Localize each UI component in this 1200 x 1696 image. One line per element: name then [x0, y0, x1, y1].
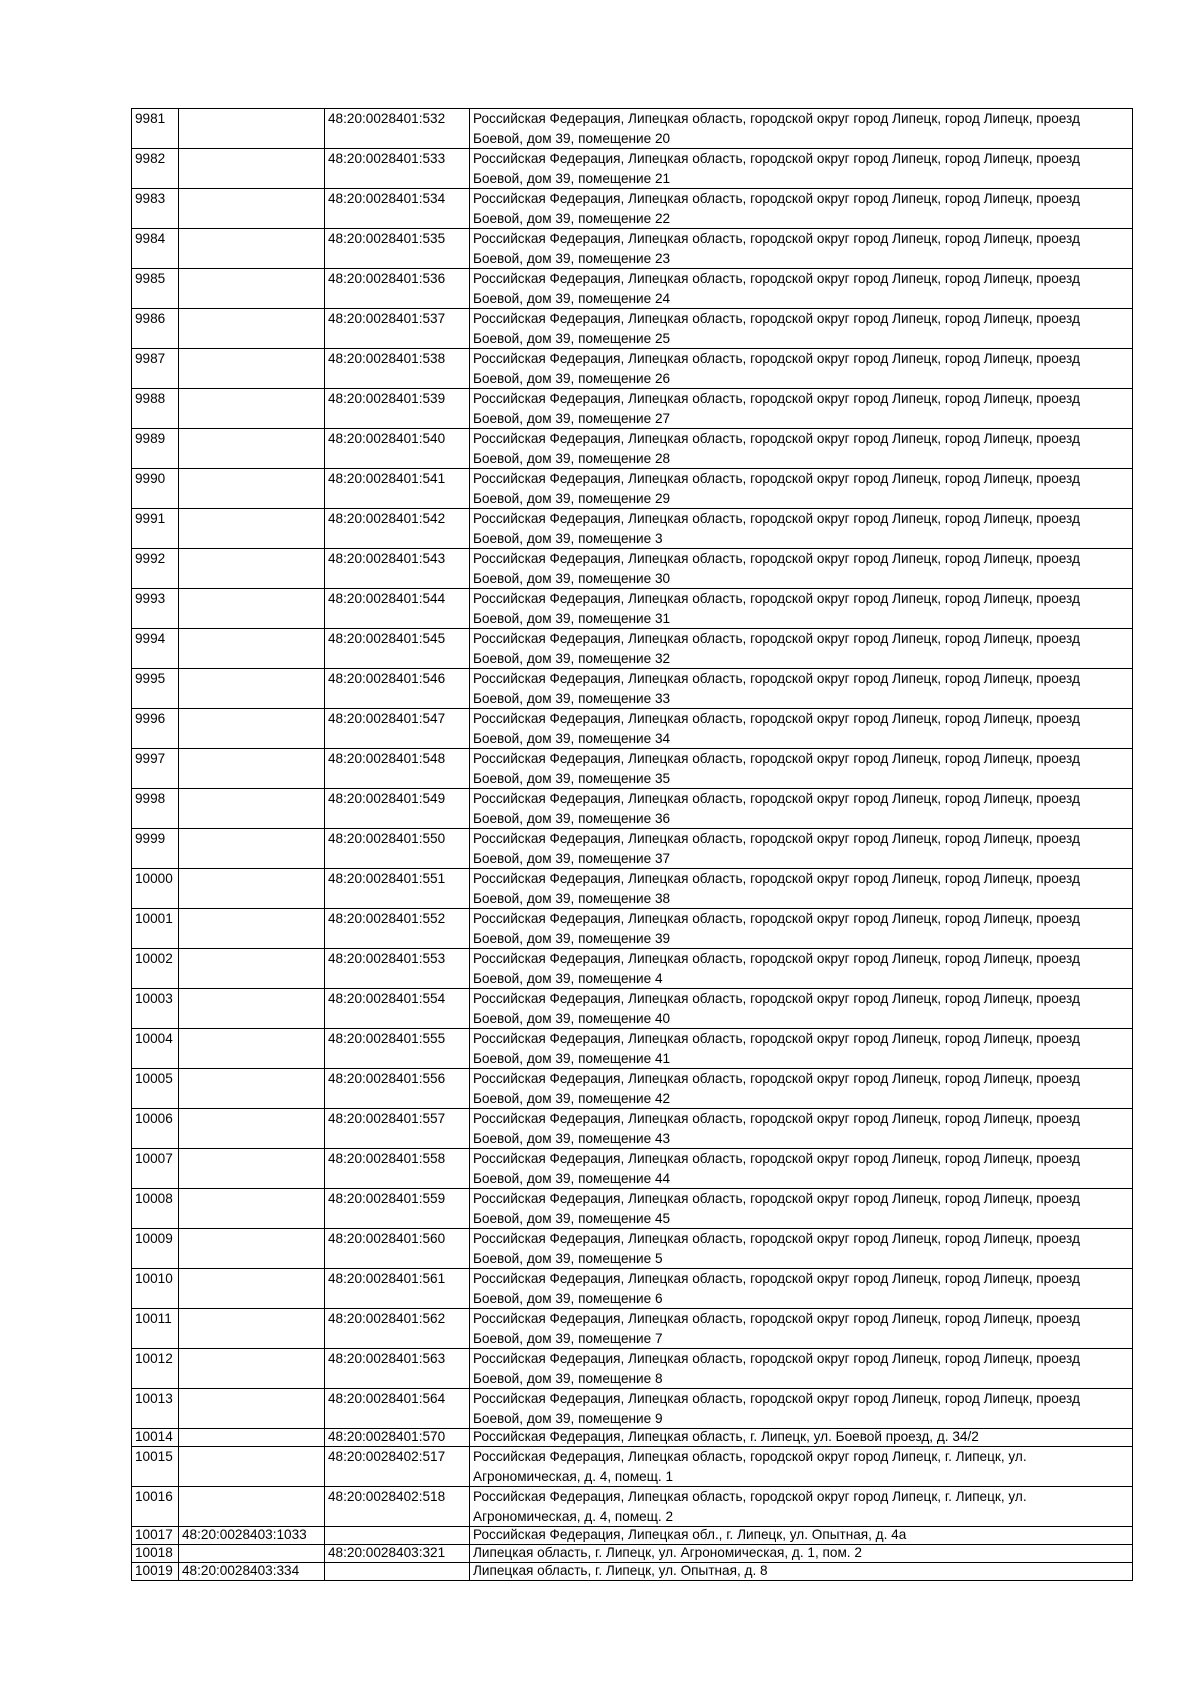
address-cell: Российская Федерация, Липецкая область, городской округ город Липецк, город Липецк, проезд Боевой, дом 39, помещение 28	[470, 429, 1133, 469]
address-cell: Российская Федерация, Липецкая область, городской округ город Липецк, город Липецк, проезд Боевой, дом 39, помещение 37	[470, 829, 1133, 869]
cadastral-number-premises-cell: 48:20:0028402:517	[325, 1447, 470, 1487]
cadastral-number-cell	[179, 829, 325, 869]
table-row	[132, 229, 1133, 269]
address-cell: Российская Федерация, Липецкая область, городской округ город Липецк, г. Липецк, ул. Агрономическая, д. 4, помещ. 1	[470, 1447, 1133, 1487]
cadastral-number-cell	[179, 549, 325, 589]
cadastral-number-premises-cell: 48:20:0028401:546	[325, 669, 470, 709]
cadastral-number-premises-cell: 48:20:0028401:549	[325, 789, 470, 829]
table-row	[132, 309, 1133, 349]
cadastral-number-premises-cell: 48:20:0028401:552	[325, 909, 470, 949]
table-row	[132, 1149, 1133, 1189]
cadastral-number-cell	[179, 429, 325, 469]
cadastral-number-premises-cell: 48:20:0028401:561	[325, 1269, 470, 1309]
table-row	[132, 509, 1133, 549]
cadastral-number-cell	[179, 149, 325, 189]
address-cell: Российская Федерация, Липецкая область, городской округ город Липецк, город Липецк, проезд Боевой, дом 39, помещение 9	[470, 1389, 1133, 1429]
table-row	[132, 1487, 1133, 1527]
row-number-cell: 10017	[132, 1527, 179, 1545]
address-cell: Российская Федерация, Липецкая область, городской округ город Липецк, город Липецк, проезд Боевой, дом 39, помещение 30	[470, 549, 1133, 589]
cadastral-number-cell	[179, 1309, 325, 1349]
row-number-cell: 9985	[132, 269, 179, 309]
registry-rows	[132, 109, 1133, 1581]
address-cell: Российская Федерация, Липецкая область, городской округ город Липецк, город Липецк, проезд Боевой, дом 39, помещение 43	[470, 1109, 1133, 1149]
table-row	[132, 1109, 1133, 1149]
cadastral-number-cell	[179, 1447, 325, 1487]
table-row	[132, 789, 1133, 829]
address-cell: Российская Федерация, Липецкая обл., г. Липецк, ул. Опытная, д. 4а	[470, 1527, 1133, 1545]
cadastral-number-cell	[179, 1109, 325, 1149]
cadastral-number-premises-cell: 48:20:0028401:558	[325, 1149, 470, 1189]
row-number-cell: 9992	[132, 549, 179, 589]
cadastral-number-premises-cell: 48:20:0028401:555	[325, 1029, 470, 1069]
cadastral-number-premises-cell: 48:20:0028401:556	[325, 1069, 470, 1109]
table-row	[132, 389, 1133, 429]
cadastral-number-premises-cell: 48:20:0028401:532	[325, 109, 470, 149]
cadastral-number-cell	[179, 269, 325, 309]
table-row	[132, 669, 1133, 709]
address-cell: Российская Федерация, Липецкая область, городской округ город Липецк, город Липецк, проезд Боевой, дом 39, помещение 23	[470, 229, 1133, 269]
address-cell: Российская Федерация, Липецкая область, городской округ город Липецк, город Липецк, проезд Боевой, дом 39, помещение 31	[470, 589, 1133, 629]
cadastral-number-cell	[179, 1389, 325, 1429]
row-number-cell: 10010	[132, 1269, 179, 1309]
address-cell: Российская Федерация, Липецкая область, городской округ город Липецк, город Липецк, проезд Боевой, дом 39, помещение 39	[470, 909, 1133, 949]
row-number-cell: 10002	[132, 949, 179, 989]
cadastral-number-premises-cell: 48:20:0028403:321	[325, 1545, 470, 1563]
row-number-cell: 10008	[132, 1189, 179, 1229]
cadastral-number-premises-cell: 48:20:0028401:554	[325, 989, 470, 1029]
table-row	[132, 709, 1133, 749]
row-number-cell: 9983	[132, 189, 179, 229]
row-number-cell: 10009	[132, 1229, 179, 1269]
address-cell: Российская Федерация, Липецкая область, городской округ город Липецк, город Липецк, проезд Боевой, дом 39, помещение 3	[470, 509, 1133, 549]
cadastral-number-premises-cell: 48:20:0028401:539	[325, 389, 470, 429]
cadastral-number-cell	[179, 629, 325, 669]
cadastral-number-premises-cell: 48:20:0028401:550	[325, 829, 470, 869]
cadastral-number-cell	[179, 1269, 325, 1309]
table-row	[132, 1563, 1133, 1581]
cadastral-number-premises-cell: 48:20:0028401:542	[325, 509, 470, 549]
cadastral-number-premises-cell: 48:20:0028401:535	[325, 229, 470, 269]
address-cell: Российская Федерация, Липецкая область, городской округ город Липецк, город Липецк, проезд Боевой, дом 39, помещение 45	[470, 1189, 1133, 1229]
address-cell: Российская Федерация, Липецкая область, городской округ город Липецк, город Липецк, проезд Боевой, дом 39, помещение 7	[470, 1309, 1133, 1349]
cadastral-number-cell	[179, 509, 325, 549]
address-cell: Российская Федерация, Липецкая область, городской округ город Липецк, город Липецк, проезд Боевой, дом 39, помещение 42	[470, 1069, 1133, 1109]
cadastral-number-cell	[179, 1229, 325, 1269]
cadastral-number-premises-cell: 48:20:0028401:548	[325, 749, 470, 789]
address-cell: Российская Федерация, Липецкая область, городской округ город Липецк, город Липецк, проезд Боевой, дом 39, помещение 40	[470, 989, 1133, 1029]
cadastral-number-cell	[179, 309, 325, 349]
table-row	[132, 1069, 1133, 1109]
table-row	[132, 869, 1133, 909]
cadastral-number-premises-cell: 48:20:0028401:557	[325, 1109, 470, 1149]
table-row	[132, 469, 1133, 509]
row-number-cell: 9997	[132, 749, 179, 789]
cadastral-number-premises-cell: 48:20:0028401:570	[325, 1429, 470, 1447]
table-row	[132, 589, 1133, 629]
row-number-cell: 9999	[132, 829, 179, 869]
cadastral-number-cell	[179, 949, 325, 989]
cadastral-number-premises-cell: 48:20:0028401:551	[325, 869, 470, 909]
cadastral-number-premises-cell: 48:20:0028401:544	[325, 589, 470, 629]
table-row	[132, 1545, 1133, 1563]
table-row	[132, 1229, 1133, 1269]
cadastral-number-premises-cell	[325, 1563, 470, 1581]
table-row	[132, 349, 1133, 389]
address-cell: Липецкая область, г. Липецк, ул. Опытная, д. 8	[470, 1563, 1133, 1581]
table-row	[132, 1309, 1133, 1349]
row-number-cell: 10006	[132, 1109, 179, 1149]
address-cell: Российская Федерация, Липецкая область, городской округ город Липецк, город Липецк, проезд Боевой, дом 39, помещение 6	[470, 1269, 1133, 1309]
cadastral-number-premises-cell: 48:20:0028401:533	[325, 149, 470, 189]
address-cell: Российская Федерация, Липецкая область, городской округ город Липецк, город Липецк, проезд Боевой, дом 39, помещение 35	[470, 749, 1133, 789]
cadastral-number-cell	[179, 189, 325, 229]
cadastral-number-premises-cell: 48:20:0028401:538	[325, 349, 470, 389]
cadastral-number-cell	[179, 1487, 325, 1527]
row-number-cell: 9998	[132, 789, 179, 829]
address-cell: Российская Федерация, Липецкая область, городской округ город Липецк, г. Липецк, ул. Агрономическая, д. 4, помещ. 2	[470, 1487, 1133, 1527]
cadastral-number-cell	[179, 229, 325, 269]
cadastral-number-premises-cell: 48:20:0028401:537	[325, 309, 470, 349]
address-cell: Российская Федерация, Липецкая область, городской округ город Липецк, город Липецк, проезд Боевой, дом 39, помещение 22	[470, 189, 1133, 229]
address-cell: Российская Федерация, Липецкая область, городской округ город Липецк, город Липецк, проезд Боевой, дом 39, помещение 44	[470, 1149, 1133, 1189]
address-cell: Российская Федерация, Липецкая область, городской округ город Липецк, город Липецк, проезд Боевой, дом 39, помещение 20	[470, 109, 1133, 149]
table-row	[132, 1389, 1133, 1429]
address-cell: Российская Федерация, Липецкая область, городской округ город Липецк, город Липецк, проезд Боевой, дом 39, помещение 24	[470, 269, 1133, 309]
cadastral-number-cell	[179, 669, 325, 709]
address-cell: Российская Федерация, Липецкая область, городской округ город Липецк, город Липецк, проезд Боевой, дом 39, помещение 25	[470, 309, 1133, 349]
cadastral-number-premises-cell: 48:20:0028401:536	[325, 269, 470, 309]
cadastral-number-cell	[179, 989, 325, 1029]
table-row	[132, 1349, 1133, 1389]
cadastral-number-cell	[179, 789, 325, 829]
address-cell: Российская Федерация, Липецкая область, городской округ город Липецк, город Липецк, проезд Боевой, дом 39, помещение 4	[470, 949, 1133, 989]
row-number-cell: 9993	[132, 589, 179, 629]
cadastral-number-cell: 48:20:0028403:334	[179, 1563, 325, 1581]
row-number-cell: 10019	[132, 1563, 179, 1581]
row-number-cell: 9989	[132, 429, 179, 469]
table-row	[132, 629, 1133, 669]
cadastral-number-premises-cell: 48:20:0028401:541	[325, 469, 470, 509]
row-number-cell: 9996	[132, 709, 179, 749]
table-row	[132, 829, 1133, 869]
cadastral-number-premises-cell: 48:20:0028401:564	[325, 1389, 470, 1429]
table-row	[132, 1189, 1133, 1229]
row-number-cell: 9991	[132, 509, 179, 549]
cadastral-number-cell	[179, 1429, 325, 1447]
cadastral-number-cell	[179, 1029, 325, 1069]
row-number-cell: 10003	[132, 989, 179, 1029]
address-cell: Российская Федерация, Липецкая область, городской округ город Липецк, город Липецк, проезд Боевой, дом 39, помещение 21	[470, 149, 1133, 189]
row-number-cell: 10011	[132, 1309, 179, 1349]
row-number-cell: 9986	[132, 309, 179, 349]
address-cell: Российская Федерация, Липецкая область, городской округ город Липецк, город Липецк, проезд Боевой, дом 39, помещение 34	[470, 709, 1133, 749]
table-row	[132, 429, 1133, 469]
cadastral-number-premises-cell: 48:20:0028401:547	[325, 709, 470, 749]
cadastral-number-premises-cell: 48:20:0028401:562	[325, 1309, 470, 1349]
cadastral-number-premises-cell	[325, 1527, 470, 1545]
cadastral-number-cell	[179, 1545, 325, 1563]
cadastral-number-cell	[179, 1149, 325, 1189]
row-number-cell: 10016	[132, 1487, 179, 1527]
cadastral-number-premises-cell: 48:20:0028401:563	[325, 1349, 470, 1389]
cadastral-number-cell	[179, 1069, 325, 1109]
row-number-cell: 10013	[132, 1389, 179, 1429]
table-row	[132, 909, 1133, 949]
row-number-cell: 10014	[132, 1429, 179, 1447]
registry-table	[131, 108, 1133, 1581]
row-number-cell: 10005	[132, 1069, 179, 1109]
table-row	[132, 1429, 1133, 1447]
row-number-cell: 10000	[132, 869, 179, 909]
cadastral-number-premises-cell: 48:20:0028402:518	[325, 1487, 470, 1527]
row-number-cell: 10012	[132, 1349, 179, 1389]
address-cell: Российская Федерация, Липецкая область, городской округ город Липецк, город Липецк, проезд Боевой, дом 39, помещение 33	[470, 669, 1133, 709]
cadastral-number-premises-cell: 48:20:0028401:543	[325, 549, 470, 589]
row-number-cell: 10007	[132, 1149, 179, 1189]
cadastral-number-cell	[179, 749, 325, 789]
row-number-cell: 10018	[132, 1545, 179, 1563]
row-number-cell: 9988	[132, 389, 179, 429]
cadastral-number-cell	[179, 349, 325, 389]
cadastral-number-premises-cell: 48:20:0028401:540	[325, 429, 470, 469]
row-number-cell: 9995	[132, 669, 179, 709]
table-row	[132, 989, 1133, 1029]
row-number-cell: 10001	[132, 909, 179, 949]
address-cell: Российская Федерация, Липецкая область, городской округ город Липецк, город Липецк, проезд Боевой, дом 39, помещение 41	[470, 1029, 1133, 1069]
row-number-cell: 9981	[132, 109, 179, 149]
cadastral-number-premises-cell: 48:20:0028401:559	[325, 1189, 470, 1229]
cadastral-number-cell	[179, 709, 325, 749]
cadastral-number-cell	[179, 109, 325, 149]
cadastral-number-cell	[179, 1189, 325, 1229]
cadastral-number-cell: 48:20:0028403:1033	[179, 1527, 325, 1545]
table-row	[132, 1447, 1133, 1487]
row-number-cell: 10004	[132, 1029, 179, 1069]
cadastral-number-cell	[179, 1349, 325, 1389]
address-cell: Российская Федерация, Липецкая область, городской округ город Липецк, город Липецк, проезд Боевой, дом 39, помещение 27	[470, 389, 1133, 429]
cadastral-number-premises-cell: 48:20:0028401:553	[325, 949, 470, 989]
table-row	[132, 1527, 1133, 1545]
table-row	[132, 269, 1133, 309]
cadastral-number-premises-cell: 48:20:0028401:534	[325, 189, 470, 229]
row-number-cell: 10015	[132, 1447, 179, 1487]
cadastral-number-cell	[179, 469, 325, 509]
address-cell: Российская Федерация, Липецкая область, городской округ город Липецк, город Липецк, проезд Боевой, дом 39, помещение 29	[470, 469, 1133, 509]
row-number-cell: 9990	[132, 469, 179, 509]
cadastral-number-cell	[179, 869, 325, 909]
table-row	[132, 149, 1133, 189]
table-row	[132, 189, 1133, 229]
cadastral-number-premises-cell: 48:20:0028401:545	[325, 629, 470, 669]
address-cell: Российская Федерация, Липецкая область, г. Липецк, ул. Боевой проезд, д. 34/2	[470, 1429, 1133, 1447]
address-cell: Российская Федерация, Липецкая область, городской округ город Липецк, город Липецк, проезд Боевой, дом 39, помещение 36	[470, 789, 1133, 829]
address-cell: Липецкая область, г. Липецк, ул. Агрономическая, д. 1, пом. 2	[470, 1545, 1133, 1563]
address-cell: Российская Федерация, Липецкая область, городской округ город Липецк, город Липецк, проезд Боевой, дом 39, помещение 38	[470, 869, 1133, 909]
row-number-cell: 9984	[132, 229, 179, 269]
address-cell: Российская Федерация, Липецкая область, городской округ город Липецк, город Липецк, проезд Боевой, дом 39, помещение 5	[470, 1229, 1133, 1269]
table-row	[132, 109, 1133, 149]
table-row	[132, 1269, 1133, 1309]
cadastral-number-premises-cell: 48:20:0028401:560	[325, 1229, 470, 1269]
table-row	[132, 749, 1133, 789]
address-cell: Российская Федерация, Липецкая область, городской округ город Липецк, город Липецк, проезд Боевой, дом 39, помещение 32	[470, 629, 1133, 669]
table-row	[132, 1029, 1133, 1069]
cadastral-number-cell	[179, 909, 325, 949]
address-cell: Российская Федерация, Липецкая область, городской округ город Липецк, город Липецк, проезд Боевой, дом 39, помещение 26	[470, 349, 1133, 389]
address-cell: Российская Федерация, Липецкая область, городской округ город Липецк, город Липецк, проезд Боевой, дом 39, помещение 8	[470, 1349, 1133, 1389]
row-number-cell: 9987	[132, 349, 179, 389]
table-row	[132, 949, 1133, 989]
row-number-cell: 9982	[132, 149, 179, 189]
table-row	[132, 549, 1133, 589]
cadastral-number-cell	[179, 589, 325, 629]
row-number-cell: 9994	[132, 629, 179, 669]
cadastral-number-cell	[179, 389, 325, 429]
